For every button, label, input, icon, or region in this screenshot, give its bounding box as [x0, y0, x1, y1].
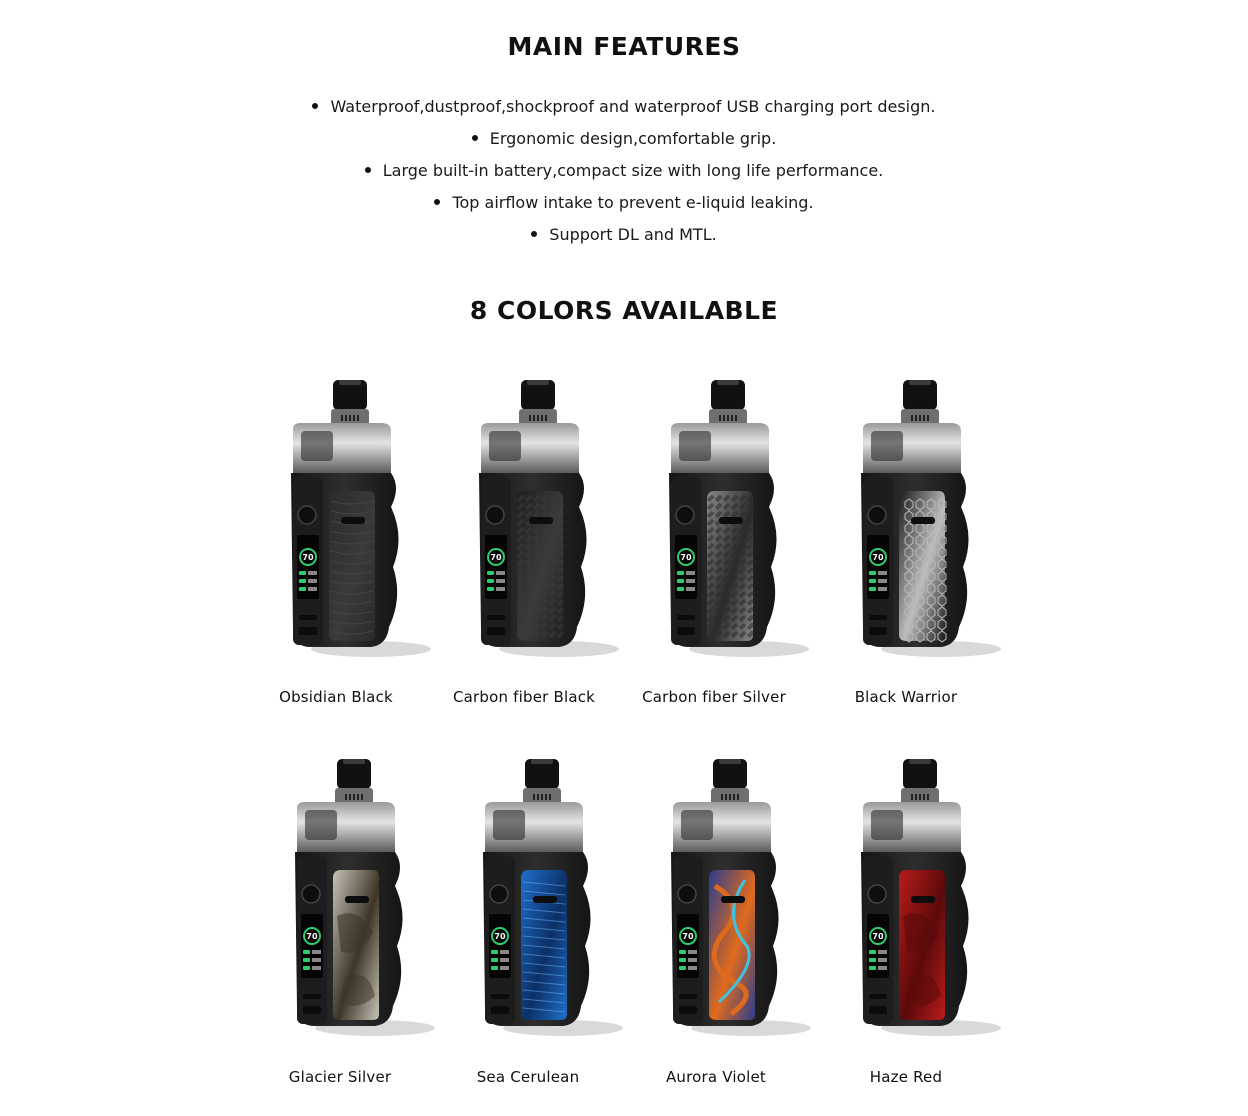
vape-device-image	[433, 756, 623, 1056]
product-card[interactable]	[429, 377, 619, 727]
feature-item	[0, 94, 1248, 126]
fire-button-icon	[676, 506, 694, 524]
product-card[interactable]	[621, 756, 811, 1106]
feature-text: Large built-in battery,compact size with long life performance.	[382, 161, 884, 180]
feature-item	[0, 158, 1248, 190]
product-card[interactable]	[433, 756, 623, 1106]
svg-text:70: 70	[306, 932, 318, 941]
svg-text:70: 70	[680, 553, 692, 562]
product-card[interactable]	[241, 377, 431, 727]
feature-item	[0, 190, 1248, 222]
bullet-icon	[434, 199, 440, 205]
grip-slot	[533, 896, 557, 903]
grip-slot	[341, 517, 365, 524]
svg-text:70: 70	[682, 932, 694, 941]
grip-slot	[911, 896, 935, 903]
bullet-icon	[531, 231, 537, 237]
main-features-title: MAIN FEATURES	[507, 32, 741, 61]
fire-button-icon	[678, 885, 696, 903]
feature-text: Waterproof,dustproof,shockproof and waterproof USB charging port design.	[330, 97, 936, 116]
vape-device-image	[811, 377, 1001, 677]
product-name: Carbon fiber Silver	[642, 688, 786, 706]
grip-slot	[911, 517, 935, 524]
grip-slot	[529, 517, 553, 524]
vape-device-image	[241, 377, 431, 677]
feature-text: Ergonomic design,comfortable grip.	[489, 129, 777, 148]
svg-text:70: 70	[494, 932, 506, 941]
feature-item	[0, 126, 1248, 158]
product-name: Glacier Silver	[288, 1068, 392, 1086]
adjust-button	[491, 994, 509, 999]
product-card[interactable]	[811, 377, 1001, 727]
svg-text:70: 70	[872, 932, 884, 941]
vape-device-image	[621, 756, 811, 1056]
feature-item	[0, 222, 1248, 254]
usb-port	[679, 1006, 697, 1014]
bullet-icon	[472, 135, 478, 141]
colors-available-title: 8 COLORS AVAILABLE	[469, 296, 779, 325]
usb-port	[303, 1006, 321, 1014]
adjust-button	[679, 994, 697, 999]
usb-port	[869, 1006, 887, 1014]
features-list	[0, 94, 1248, 254]
product-card[interactable]	[811, 756, 1001, 1106]
adjust-button	[487, 615, 505, 620]
vape-device-image	[245, 756, 435, 1056]
grip-slot	[721, 896, 745, 903]
product-name: Aurora Violet	[665, 1068, 767, 1086]
feature-text: Top airflow intake to prevent e-liquid leaking.	[452, 193, 814, 212]
vape-device-image	[811, 756, 1001, 1056]
svg-text:70: 70	[302, 553, 314, 562]
bullet-icon	[312, 103, 318, 109]
product-name: Haze Red	[869, 1068, 943, 1086]
fire-button-icon	[298, 506, 316, 524]
vape-device-image	[619, 377, 809, 677]
grip-slot	[719, 517, 743, 524]
product-card[interactable]	[619, 377, 809, 727]
usb-port	[677, 627, 695, 635]
product-name: Black Warrior	[854, 688, 958, 706]
usb-port	[491, 1006, 509, 1014]
adjust-button	[869, 994, 887, 999]
fire-button-icon	[302, 885, 320, 903]
fire-button-icon	[868, 885, 886, 903]
usb-port	[299, 627, 317, 635]
vape-device-image	[429, 377, 619, 677]
fire-button-icon	[868, 506, 886, 524]
product-name: Sea Cerulean	[476, 1068, 580, 1086]
product-card[interactable]	[245, 756, 435, 1106]
fire-button-icon	[486, 506, 504, 524]
adjust-button	[299, 615, 317, 620]
adjust-button	[677, 615, 695, 620]
grip-slot	[345, 896, 369, 903]
usb-port	[869, 627, 887, 635]
fire-button-icon	[490, 885, 508, 903]
svg-text:70: 70	[490, 553, 502, 562]
product-name: Carbon fiber Black	[452, 688, 596, 706]
product-name: Obsidian Black	[279, 688, 393, 706]
svg-text:70: 70	[872, 553, 884, 562]
adjust-button	[303, 994, 321, 999]
feature-text: Support DL and MTL.	[549, 225, 717, 244]
bullet-icon	[365, 167, 371, 173]
adjust-button	[869, 615, 887, 620]
usb-port	[487, 627, 505, 635]
